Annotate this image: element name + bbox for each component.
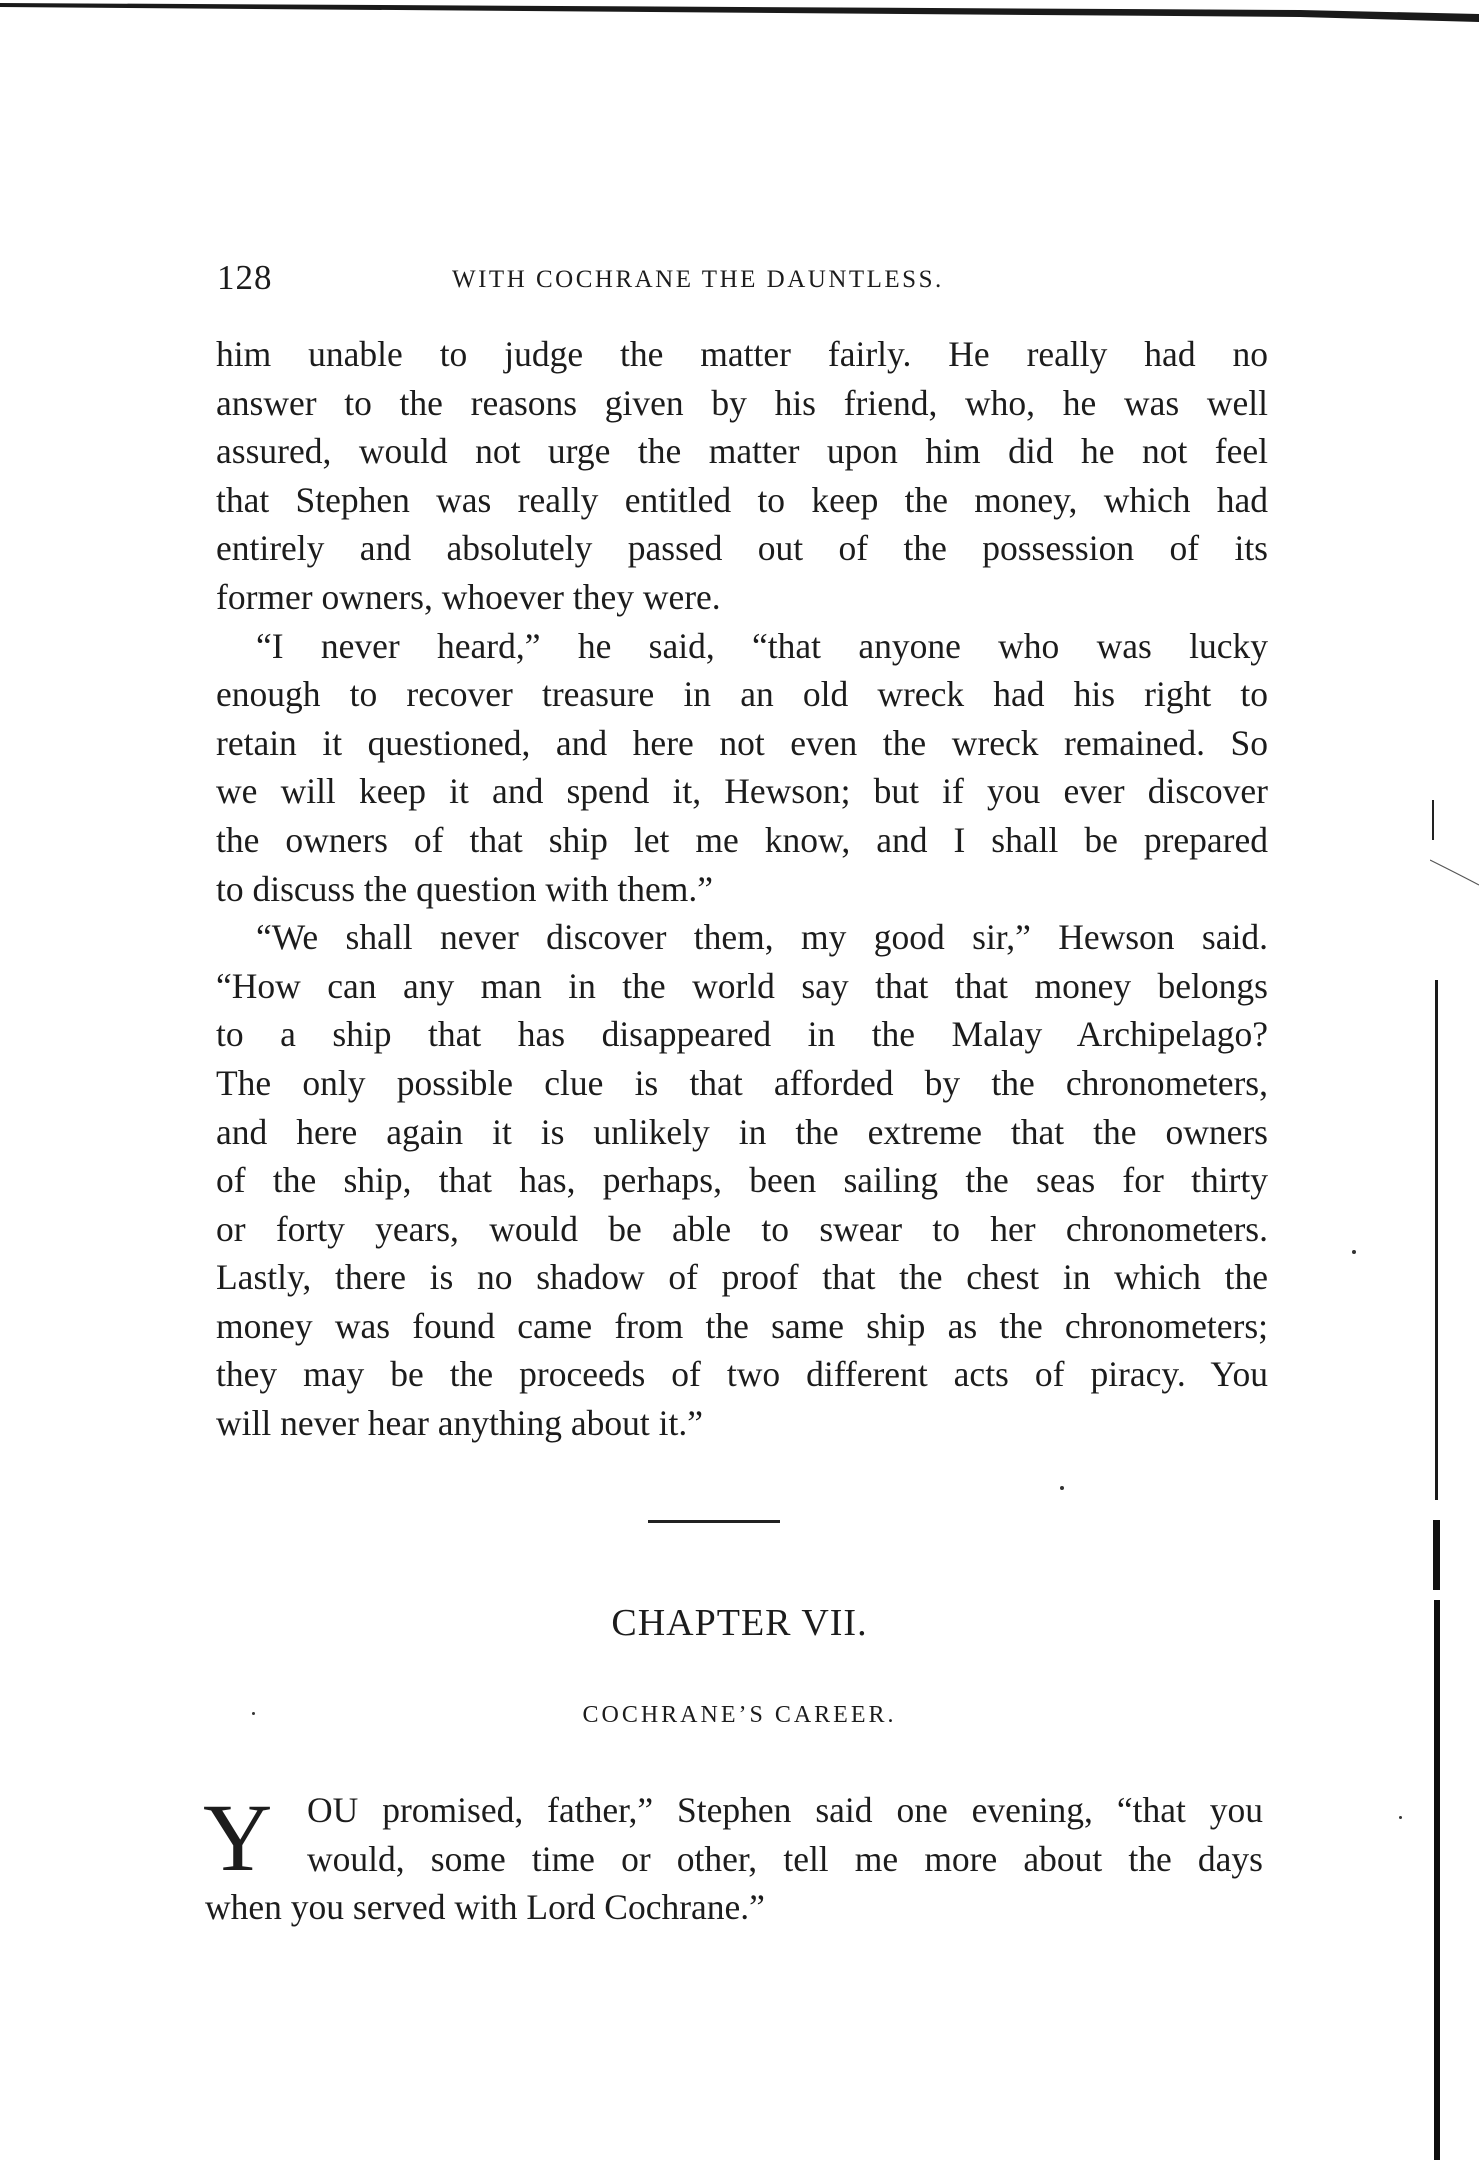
chapter-title: CHAPTER VII. bbox=[611, 1602, 868, 1644]
body-line: entirely and absolutely passed out of the possession of its bbox=[216, 528, 1268, 569]
body-line: “How can any man in the world say that that money belongs bbox=[216, 965, 1268, 1006]
body-line: and here again it is unlikely in the extreme that the owners bbox=[216, 1111, 1268, 1152]
body-line: to a ship that has disappeared in the Malay Archipelago? bbox=[216, 1014, 1268, 1055]
chapter-opening bbox=[205, 1786, 1263, 1932]
binding-shadow bbox=[1430, 800, 1479, 2167]
body-line: to discuss the question with them.” bbox=[216, 868, 713, 909]
running-head: WITH COCHRANE THE DAUNTLESS. bbox=[452, 266, 944, 293]
drop-cap: Y bbox=[203, 1784, 273, 1891]
chapter-subtitle: COCHRANE’S CAREER. bbox=[582, 1702, 897, 1728]
body-line: Lastly, there is no shadow of proof that the chest in which the bbox=[216, 1257, 1268, 1298]
chapter-line: when you served with Lord Cochrane.” bbox=[205, 1887, 765, 1928]
ink-speck bbox=[252, 1712, 255, 1715]
body-line: retain it questioned, and here not even the wreck remained. So bbox=[216, 722, 1268, 763]
body-line: “We shall never discover them, my good sir,” Hewson said. bbox=[256, 917, 1268, 958]
body-line: or forty years, would be able to swear to her chronometers. bbox=[216, 1208, 1268, 1249]
body-line: of the ship, that has, perhaps, been sailing the seas for thirty bbox=[216, 1160, 1268, 1201]
body-line: they may be the proceeds of two different acts of piracy. You bbox=[216, 1354, 1268, 1395]
page-number: 128 bbox=[217, 258, 273, 297]
body-line: him unable to judge the matter fairly. He really had no bbox=[216, 334, 1268, 374]
body-line: enough to recover treasure in an old wreck had his right to bbox=[216, 674, 1268, 715]
body-line: The only possible clue is that afforded by the chronometers, bbox=[216, 1062, 1268, 1103]
body-text bbox=[216, 330, 1268, 1448]
body-line: answer to the reasons given by his friend, who, he was well bbox=[216, 382, 1268, 423]
body-line: assured, would not urge the matter upon him did he not feel bbox=[216, 431, 1268, 472]
chapter-line: OU promised, father,” Stephen said one evening, “that you bbox=[307, 1790, 1263, 1830]
top-border-rule bbox=[0, 0, 1479, 24]
body-line: former owners, whoever they were. bbox=[216, 576, 721, 617]
ink-speck bbox=[1352, 1250, 1356, 1254]
ink-speck bbox=[1060, 1486, 1064, 1490]
body-line: we will keep it and spend it, Hewson; but if you ever discover bbox=[216, 771, 1268, 812]
body-line: will never hear anything about it.” bbox=[216, 1403, 703, 1444]
body-line: “I never heard,” he said, “that anyone who was lucky bbox=[256, 625, 1268, 666]
ink-speck bbox=[1399, 1816, 1402, 1819]
body-line: that Stephen was really entitled to keep the money, which had bbox=[216, 479, 1268, 520]
page-header bbox=[217, 258, 1257, 304]
body-line: money was found came from the same ship as the chronometers; bbox=[216, 1305, 1268, 1346]
body-line: the owners of that ship let me know, and I shall be prepared bbox=[216, 819, 1268, 860]
chapter-line: would, some time or other, tell me more about the days bbox=[307, 1838, 1263, 1879]
section-divider bbox=[648, 1520, 780, 1523]
